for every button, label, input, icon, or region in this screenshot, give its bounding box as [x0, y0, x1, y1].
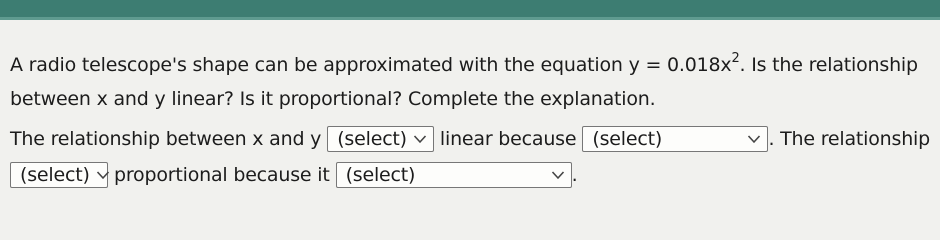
question-text [10, 42, 925, 116]
explanation-row-2 [10, 158, 930, 192]
question-line-2: between x and y linear? Is it proportional? Complete the explanation. [10, 88, 656, 110]
proportional-reason-select[interactable] [336, 162, 572, 188]
equation-body: y = 0.018x [628, 54, 732, 76]
explanation [10, 122, 930, 192]
equation-exponent: 2 [731, 51, 740, 66]
select-value: (select) [592, 128, 663, 150]
question-text-part: A radio telescope's shape can be approximated with the equation [10, 54, 623, 76]
explanation-text: The relationship between x and y [10, 128, 322, 150]
linear-reason-select[interactable] [582, 126, 768, 152]
proportional-select[interactable] [10, 162, 108, 188]
select-value: (select) [337, 128, 407, 150]
explanation-text: linear because [439, 128, 577, 150]
select-value: (select) [345, 164, 416, 186]
select-value: (select) [20, 164, 90, 186]
question-text-part: . Is the relationship [739, 54, 918, 76]
explanation-text: . [571, 164, 578, 186]
question-line-1 [10, 42, 925, 82]
explanation-text: proportional because it [114, 164, 330, 186]
header-bar [0, 0, 940, 20]
linear-select[interactable] [327, 126, 434, 152]
chevron-down-icon [747, 134, 761, 144]
explanation-text: . The relationship [768, 128, 930, 150]
explanation-row-1 [10, 122, 930, 156]
chevron-down-icon [551, 170, 565, 180]
chevron-down-icon [413, 134, 427, 144]
chevron-down-icon [96, 170, 110, 180]
equation [628, 51, 740, 76]
